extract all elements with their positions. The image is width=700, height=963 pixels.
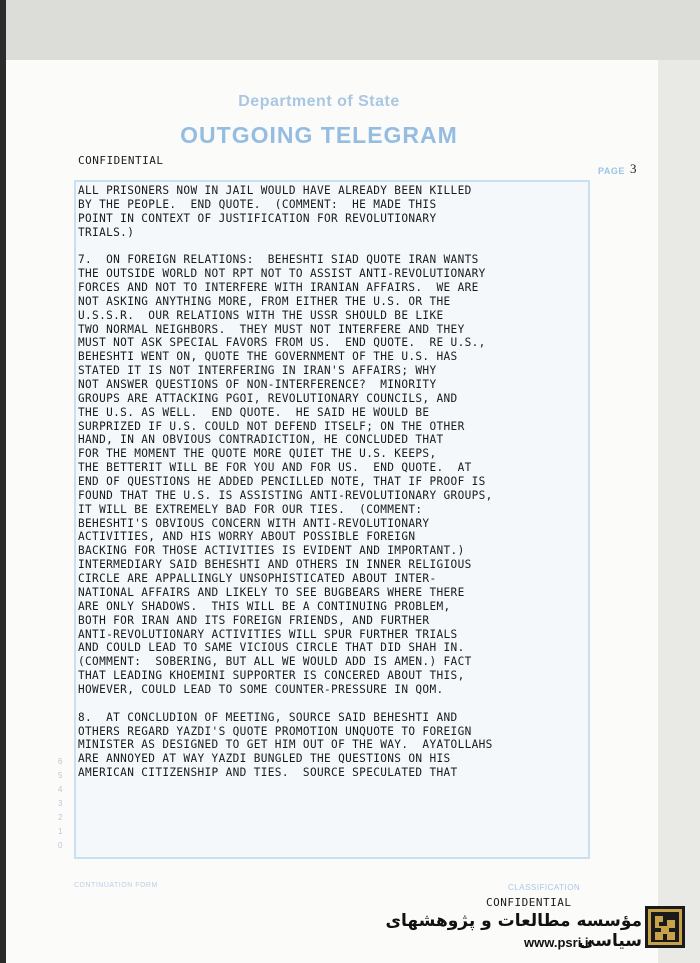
body-line: SURPRIZED IF U.S. COULD NOT DEFEND ITSELF; ON THE OTHER [78, 419, 465, 433]
body-line: NOT ANSWER QUESTIONS OF NON-INTERFERENCE? MINORITY [78, 378, 437, 392]
body-line: END OF QUESTIONS HE ADDED PENCILLED NOTE, THAT IF PROOF IS [78, 475, 486, 489]
body-line: THE OUTSIDE WORLD NOT RPT NOT TO ASSIST ANTI-REVOLUTIONARY [78, 267, 486, 281]
body-line: AND COULD LEAD TO SAME VICIOUS CIRCLE THAT DID SHAH IN. [78, 641, 465, 655]
body-line: FOUND THAT THE U.S. IS ASSISTING ANTI-REVOLUTIONARY GROUPS, [78, 488, 493, 502]
body-line: NOT ASKING ANYTHING MORE, FROM EITHER THE U.S. OR THE [78, 294, 451, 308]
body-line: NATIONAL AFFAIRS AND LIKELY TO SEE BUGBEARS WHERE THERE [78, 585, 465, 599]
body-line: OTHERS REGARD YAZDI'S QUOTE PROMOTION UNQUOTE TO FOREIGN [78, 724, 472, 738]
institute-logo-icon [645, 906, 685, 948]
watermark-url: www.psri.ir [524, 935, 594, 950]
body-line: POINT IN CONTEXT OF JUSTIFICATION FOR REVOLUTIONARY [78, 211, 437, 225]
margin-smudge [594, 425, 616, 435]
body-line: ARE ONLY SHADOWS. THIS WILL BE A CONTINUING PROBLEM, [78, 599, 451, 613]
body-line [78, 239, 578, 253]
body-line: BACKING FOR THOSE ACTIVITIES IS EVIDENT AND IMPORTANT.) [78, 544, 465, 558]
body-line: THAT LEADING KHOEMINI SUPPORTER IS CONCERED ABOUT THIS, [78, 669, 465, 683]
body-line: U.S.S.R. OUR RELATIONS WITH THE USSR SHOULD BE LIKE [78, 308, 444, 322]
form-title: OUTGOING TELEGRAM [180, 122, 458, 148]
body-line: 7. ON FOREIGN RELATIONS: BEHESHTI SIAD QUOTE IRAN WANTS [78, 253, 479, 267]
body-line: TWO NORMAL NEIGHBORS. THEY MUST NOT INTERFERE AND THEY [78, 322, 465, 336]
watermark-institute: مؤسسه مطالعات و پژوهشهای سیاسی [385, 911, 642, 951]
body-line [78, 697, 578, 711]
body-line: BEHESHTI'S OBVIOUS CONCERN WITH ANTI-REVOLUTIONARY [78, 516, 430, 530]
body-line: FORCES AND NOT TO INTERFERE WITH IRANIAN AFFAIRS. WE ARE [78, 281, 479, 295]
body-line: MUST NOT ASK SPECIAL FAVORS FROM US. END QUOTE. RE U.S., [78, 336, 486, 350]
body-line: STATED IT IS NOT INTERFERING IN IRAN'S AFFAIRS; WHY [78, 364, 437, 378]
body-line: HAND, IN AN OBVIOUS CONTRADICTION, HE CONCLUDED THAT [78, 433, 444, 447]
scan-background [6, 0, 700, 60]
body-line: ACTIVITIES, AND HIS WORRY ABOUT POSSIBLE FOREIGN [78, 530, 416, 544]
body-line: BOTH FOR IRAN AND ITS FOREIGN FRIENDS, AND FURTHER [78, 613, 430, 627]
body-line: FOR THE MOMENT THE QUOTE MORE QUIET THE U.S. KEEPS, [78, 447, 437, 461]
classification-label: CLASSIFICATION [508, 883, 581, 892]
body-line: INTERMEDIARY SAID BEHESHTI AND OTHERS IN INNER RELIGIOUS [78, 558, 472, 572]
classification-bottom: CONFIDENTIAL [486, 896, 572, 909]
body-line: THE BETTERIT WILL BE FOR YOU AND FOR US. END QUOTE. AT [78, 461, 472, 475]
body-line: GROUPS ARE ATTACKING PGOI, REVOLUTIONARY COUNCILS, AND [78, 391, 458, 405]
continuation-form-label: CONTINUATION FORM [74, 882, 158, 889]
body-line: IT WILL BE EXTREMELY BAD FOR OUR TIES. (COMMENT: [78, 502, 423, 516]
page-label: PAGE [598, 166, 625, 176]
body-line: (COMMENT: SOBERING, BUT ALL WE WOULD ADD IS AMEN.) FACT [78, 655, 472, 669]
body-line: MINISTER AS DESIGNED TO GET HIM OUT OF THE WAY. AYATOLLAHS [78, 738, 493, 752]
body-line: BY THE PEOPLE. END QUOTE. (COMMENT: HE MADE THIS [78, 197, 437, 211]
body-line: ALL PRISONERS NOW IN JAIL WOULD HAVE ALREADY BEEN KILLED [78, 184, 472, 197]
page-number: 3 [630, 161, 637, 176]
body-line: 8. AT CONCLUDION OF MEETING, SOURCE SAID BEHESHTI AND [78, 710, 458, 724]
classification-top: CONFIDENTIAL [78, 154, 164, 167]
margin-line-numbers: 6 5 4 3 2 1 0 [58, 757, 63, 850]
department-heading: Department of State [238, 93, 400, 110]
telegram-body [78, 184, 578, 780]
body-line: CIRCLE ARE APPALLINGLY UNSOPHISTICATED ABOUT INTER- [78, 572, 437, 586]
body-line: BEHESHTI WENT ON, QUOTE THE GOVERNMENT OF THE U.S. HAS [78, 350, 458, 364]
body-line: AMERICAN CITIZENSHIP AND TIES. SOURCE SPECULATED THAT [78, 766, 458, 780]
body-line: ANTI-REVOLUTIONARY ACTIVITIES WILL SPUR FURTHER TRIALS [78, 627, 458, 641]
body-line: THE U.S. AS WELL. END QUOTE. HE SAID HE WOULD BE [78, 405, 430, 419]
body-line: TRIALS.) [78, 225, 135, 239]
body-line: ARE ANNOYED AT WAY YAZDI BUNGLED THE QUESTIONS ON HIS [78, 752, 451, 766]
body-line: HOWEVER, COULD LEAD TO SOME COUNTER-PRESSURE IN QOM. [78, 682, 444, 696]
